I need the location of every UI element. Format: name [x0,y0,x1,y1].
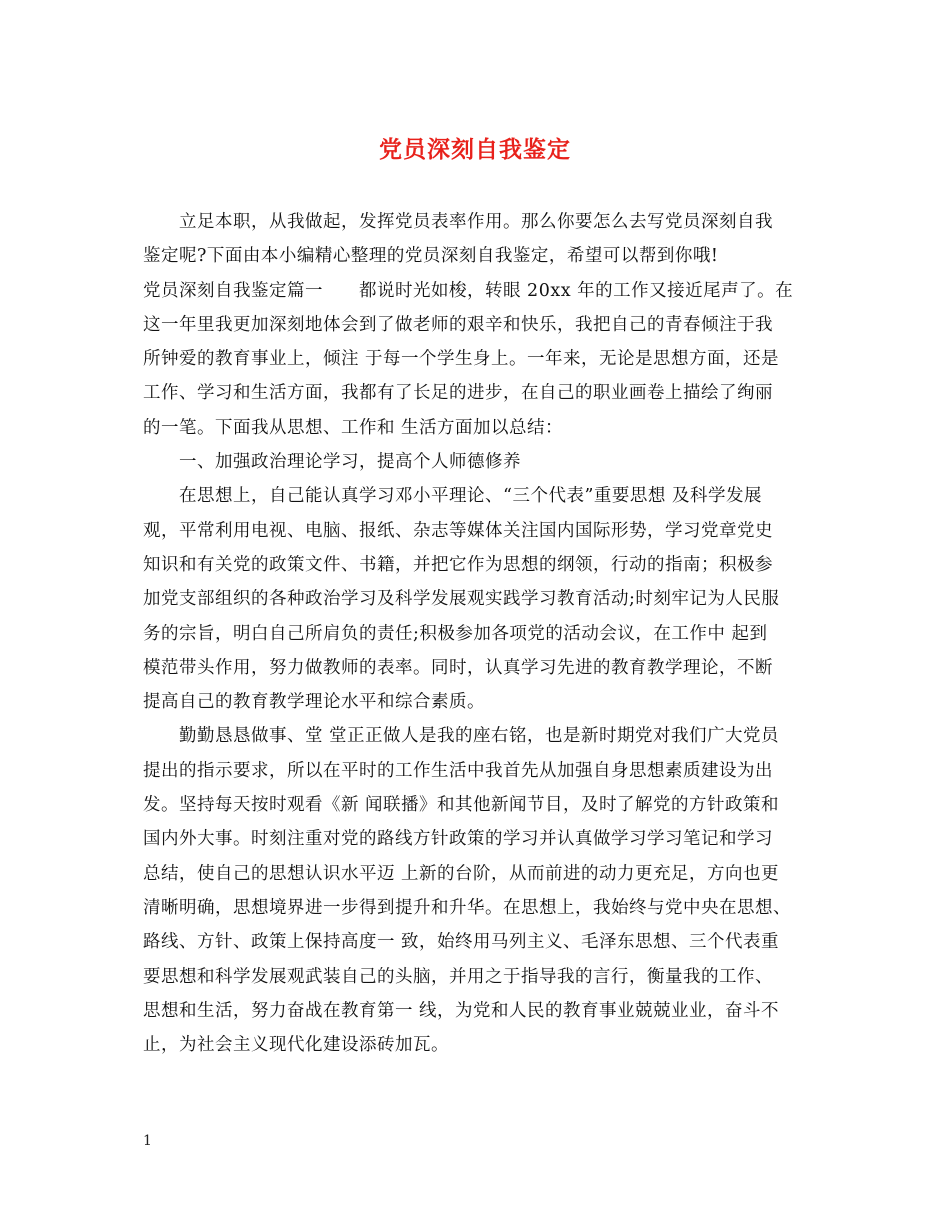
body-line: 路线、方针、政策上保持高度一 致，始终用马列主义、毛泽东思想、三个代表重 [143,932,780,953]
body-line: 观，平常利用电视、电脑、报纸、杂志等媒体关注国内国际形势，学习党章党史 [143,520,773,541]
body-line: 国内外大事。时刻注重对党的路线方针政策的学习并认真做学习学习笔记和学习 [143,829,773,850]
body-line: 工作、学习和生活方面，我都有了长足的进步，在自己的职业画卷上描绘了绚丽 [143,383,773,404]
document-title: 党员深刻自我鉴定 [379,136,571,163]
document-body [143,205,825,1062]
body-line: 鉴定呢?下面由本小编精心整理的党员深刻自我鉴定，希望可以帮到你哦! [143,246,719,267]
body-line: 要思想和科学发展观武装自己的头脑，并用之于指导我的言行，衡量我的工作、 [143,966,773,987]
body-line: 提高自己的教育教学理论水平和综合素质。 [143,692,485,713]
body-line: 立足本职，从我做起，发挥党员表率作用。那么你要怎么去写党员深刻自我 [179,212,773,232]
body-line: 务的宗旨，明白自己所肩负的责任;积极参加各项党的活动会议，在工作中 起到 [143,623,768,644]
body-line: 模范带头作用，努力做教师的表率。同时，认真学习先进的教育教学理论，不断 [143,657,773,678]
body-line: 止，为社会主义现代化建设添砖加瓦。 [143,1035,449,1056]
body-line: 提出的指示要求，所以在平时的工作生活中我首先从加强自身思想素质建设为出 [143,760,773,781]
body-line: 勤勤恳恳做事、堂 堂正正做人是我的座右铭，也是新时期党对我们广大党员 [179,726,780,747]
body-line: 一、加强政治理论学习，提高个人师德修养 [179,452,521,473]
body-line: 清晰明确，思想境界进一步得到提升和升华。在思想上，我始终与党中央在思想、 [143,897,791,918]
body-line: 知识和有关党的政策文件、书籍，并把它作为思想的纲领，行动的指南；积极参 [143,554,773,575]
body-line: 所钟爱的教育事业上，倾注 于每一个学生身上。一年来，无论是思想方面，还是 [143,349,780,370]
body-line: 加党支部组织的各种政治学习及科学发展观实践学习教育活动;时刻牢记为人民服 [143,589,780,610]
body-line: 这一年里我更加深刻地体会到了做老师的艰辛和快乐，我把自己的青春倾注于我 [143,314,773,335]
page-number: 1 [143,1133,152,1149]
body-line: 党员深刻自我鉴定篇一 都说时光如梭，转眼 20xx 年的工作又接近尾声了。在 [143,280,794,301]
body-line: 总结，使自己的思想认识水平迈 上新的台阶，从而前进的动力更充足，方向也更 [143,863,780,884]
body-line: 发。坚持每天按时观看《新 闻联播》和其他新闻节目，及时了解党的方针政策和 [143,795,780,816]
body-line: 在思想上，自己能认真学习邓小平理论、“三个代表”重要思想 及科学发展 [179,486,762,507]
body-line: 思想和生活，努力奋战在教育第一 线，为党和人民的教育事业兢兢业业，奋斗不 [143,1000,780,1021]
body-line: 的一笔。下面我从思想、工作和 生活方面加以总结： [143,417,564,438]
